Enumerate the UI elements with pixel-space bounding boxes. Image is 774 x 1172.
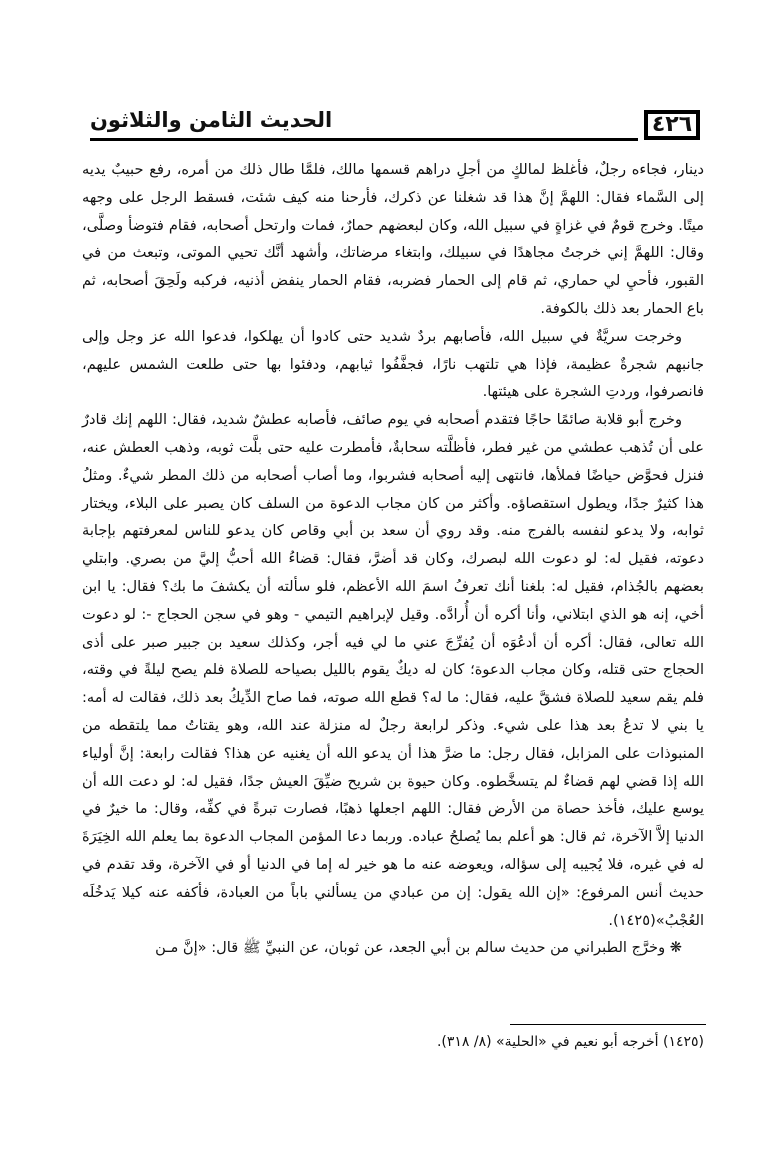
footnote: (١٤٢٥) أخرجه أبو نعيم في «الحلية» (٨/ ٣١٨).: [436, 1034, 704, 1050]
running-title: الحديث الثامن والثلاثون: [90, 108, 333, 132]
header-rule: [90, 138, 638, 141]
paragraph: وخرجت سريَّةٌ في سبيل الله، فأصابهم بردٌ شديد حتى كادوا أن يهلكوا، فدعوا الله عز وجل وإلى جانبهم شجرةٌ عظيمة، فإذا هي تلتهب نارًا، فجفَّفُوا ثيابهم، ودفئوا بها حتى طلعت الشمس عليهم، فانصرفوا، وردتِ الشجرة على هيئتها.: [82, 327, 704, 401]
paragraph: ❋ وخرَّج الطبراني من حديث سالم بن أبي الجعد، عن ثوبان، عن النبيِّ ﷺ قال: «إنَّ مـن: [155, 939, 682, 957]
main-text: [82, 156, 704, 962]
footnote-divider: [510, 1024, 706, 1025]
page-number: ٤٢٦: [644, 110, 700, 140]
paragraph: وخرج أبو قلابة صائمًا حاجًا فتقدم أصحابه في يوم صائف، فأصابه عطشٌ شديد، فقال: اللهم إنك قادرٌ على أن تُذهب عطشي من غير فطر، فأظلَّته سحابةٌ، فأمطرت عليه حتى بلَّت ثوبه، وذهب العطش عنه، فنزل فحوَّض حياضًا فملأها، فانتهى إليه أصحابه فشربوا، وما أصاب أصحابه من ذلك المطر شيءٌ. ومثلُ هذا كثيرٌ جدًا، ويطول استقصاؤه. وأكثر من كان مجاب الدعوة من السلف كان يصبر على البلاء، ويختار ثوابه، ولا يدعو لنفسه بالفرج منه. وقد روي أن سعد بن أبي وقاص كان يدعو للناس لمعرفتهم بإجابة دعوته، فقيل له: لو دعوت الله لبصرك، وكان قد أضرَّ، فقال: قضاءُ الله أحبُّ إليَّ من بصري. وابتلي بعضهم بالجُذام، فقيل له: بلغنا أنك تعرفُ اسمَ الله الأعظم، فلو سألته أن يكشفَ ما بك؟ فقال: يا ابن أخي، إنه هو الذي ابتلاني، وأنا أكره أن أُرادَّه. وقيل لإبراهيم التيمي - وهو في سجن الحجاج -: لو دعوت الله تعالى، فقال: أكره أن أدعُوَه أن يُفرِّجَ عني ما لي فيه أجر، وكذلك سعيد بن جبير صبر على أذى الحجاج حتى قتله، وكان مجاب الدعوة؛ كان له ديكٌ يقوم بالليل بصياحه للصلاة فلم يصح ليلةً في وقته، فلم يقم سعيد للصلاة فشقَّ عليه، فقال: ما له؟ قطع الله صوته، فما صاح الدِّيكُ بعد ذلك، فقالت له أمه: يا بني لا تدعُ بعد هذا على شيء. وذكر لرابعة رجلٌ له منزلة عند الله، وهو يقتاتُ مما يلتقطه من المنبوذات على المزابل، فقال رجل: ما ضرَّ هذا أن يدعو الله أن يغنيه عن هذا؟ فقالت رابعة: إنَّ أولياء الله إذا قضي لهم قضاءٌ لم يتسخَّطوه. وكان حيوة بن شريح ضيِّقَ العيش جدًا، فقيل له: لو دعت الله أن يوسع عليك، فأخذ حصاة من الأرض فقال: اللهم اجعلها ذهبًا، فصارت تبرةً في كفِّه، وقال: ما خيرٌ في الدنيا إلاَّ الآخرة، ثم قال: هو أعلم بما يُصلحُ عباده. وربما دعا المؤمن المجاب الدعوة بما يعلم الله الخِيَرَةَ له في غيره، فلا يُجيبه إلى سؤاله، ويعوضه عنه ما هو خير له إما في الدنيا أو في الآخرة، وقد تقدم في حديث أنس المرفوع: «إن الله يقول: إن من عبادي من يسألني باباً من العبادة، فأكفه عنه كيلا يَدخُلَه العُجْبُ»(١٤٢٥).: [82, 411, 704, 929]
paragraph: دينار، فجاءه رجلٌ، فأغلظ لمالكٍ من أجلِ دراهم قسمها مالك، فلمَّا طال ذلك من أمره، رفع حبيبٌ يديه إلى السَّماء فقال: اللهمَّ إنَّ هذا قد شغلنا عن ذكرك، فأرحنا منه كيف شئت، فسقط الرجل على وجهه ميتًا. وخرج قومٌ في غزاةٍ في سبيل الله، وكان لبعضهم حمارٌ، فمات وارتحل أصحابه، فقام فتوضأ وصلَّى، وقال: اللهمَّ إني خرجتُ مجاهدًا في سبيلك، وابتغاء مرضاتك، وأشهد أنَّك تحيي الموتى، وتبعث من في القبور، فأحيِ لي حماري، ثم قام إلى الحمار فضربه، فقام الحمار ينفض أذنيه، فركبه ولَحِقَ أصحابه، ثم باع الحمار بعد ذلك بالكوفة.: [82, 161, 704, 317]
page-header: [90, 100, 700, 144]
